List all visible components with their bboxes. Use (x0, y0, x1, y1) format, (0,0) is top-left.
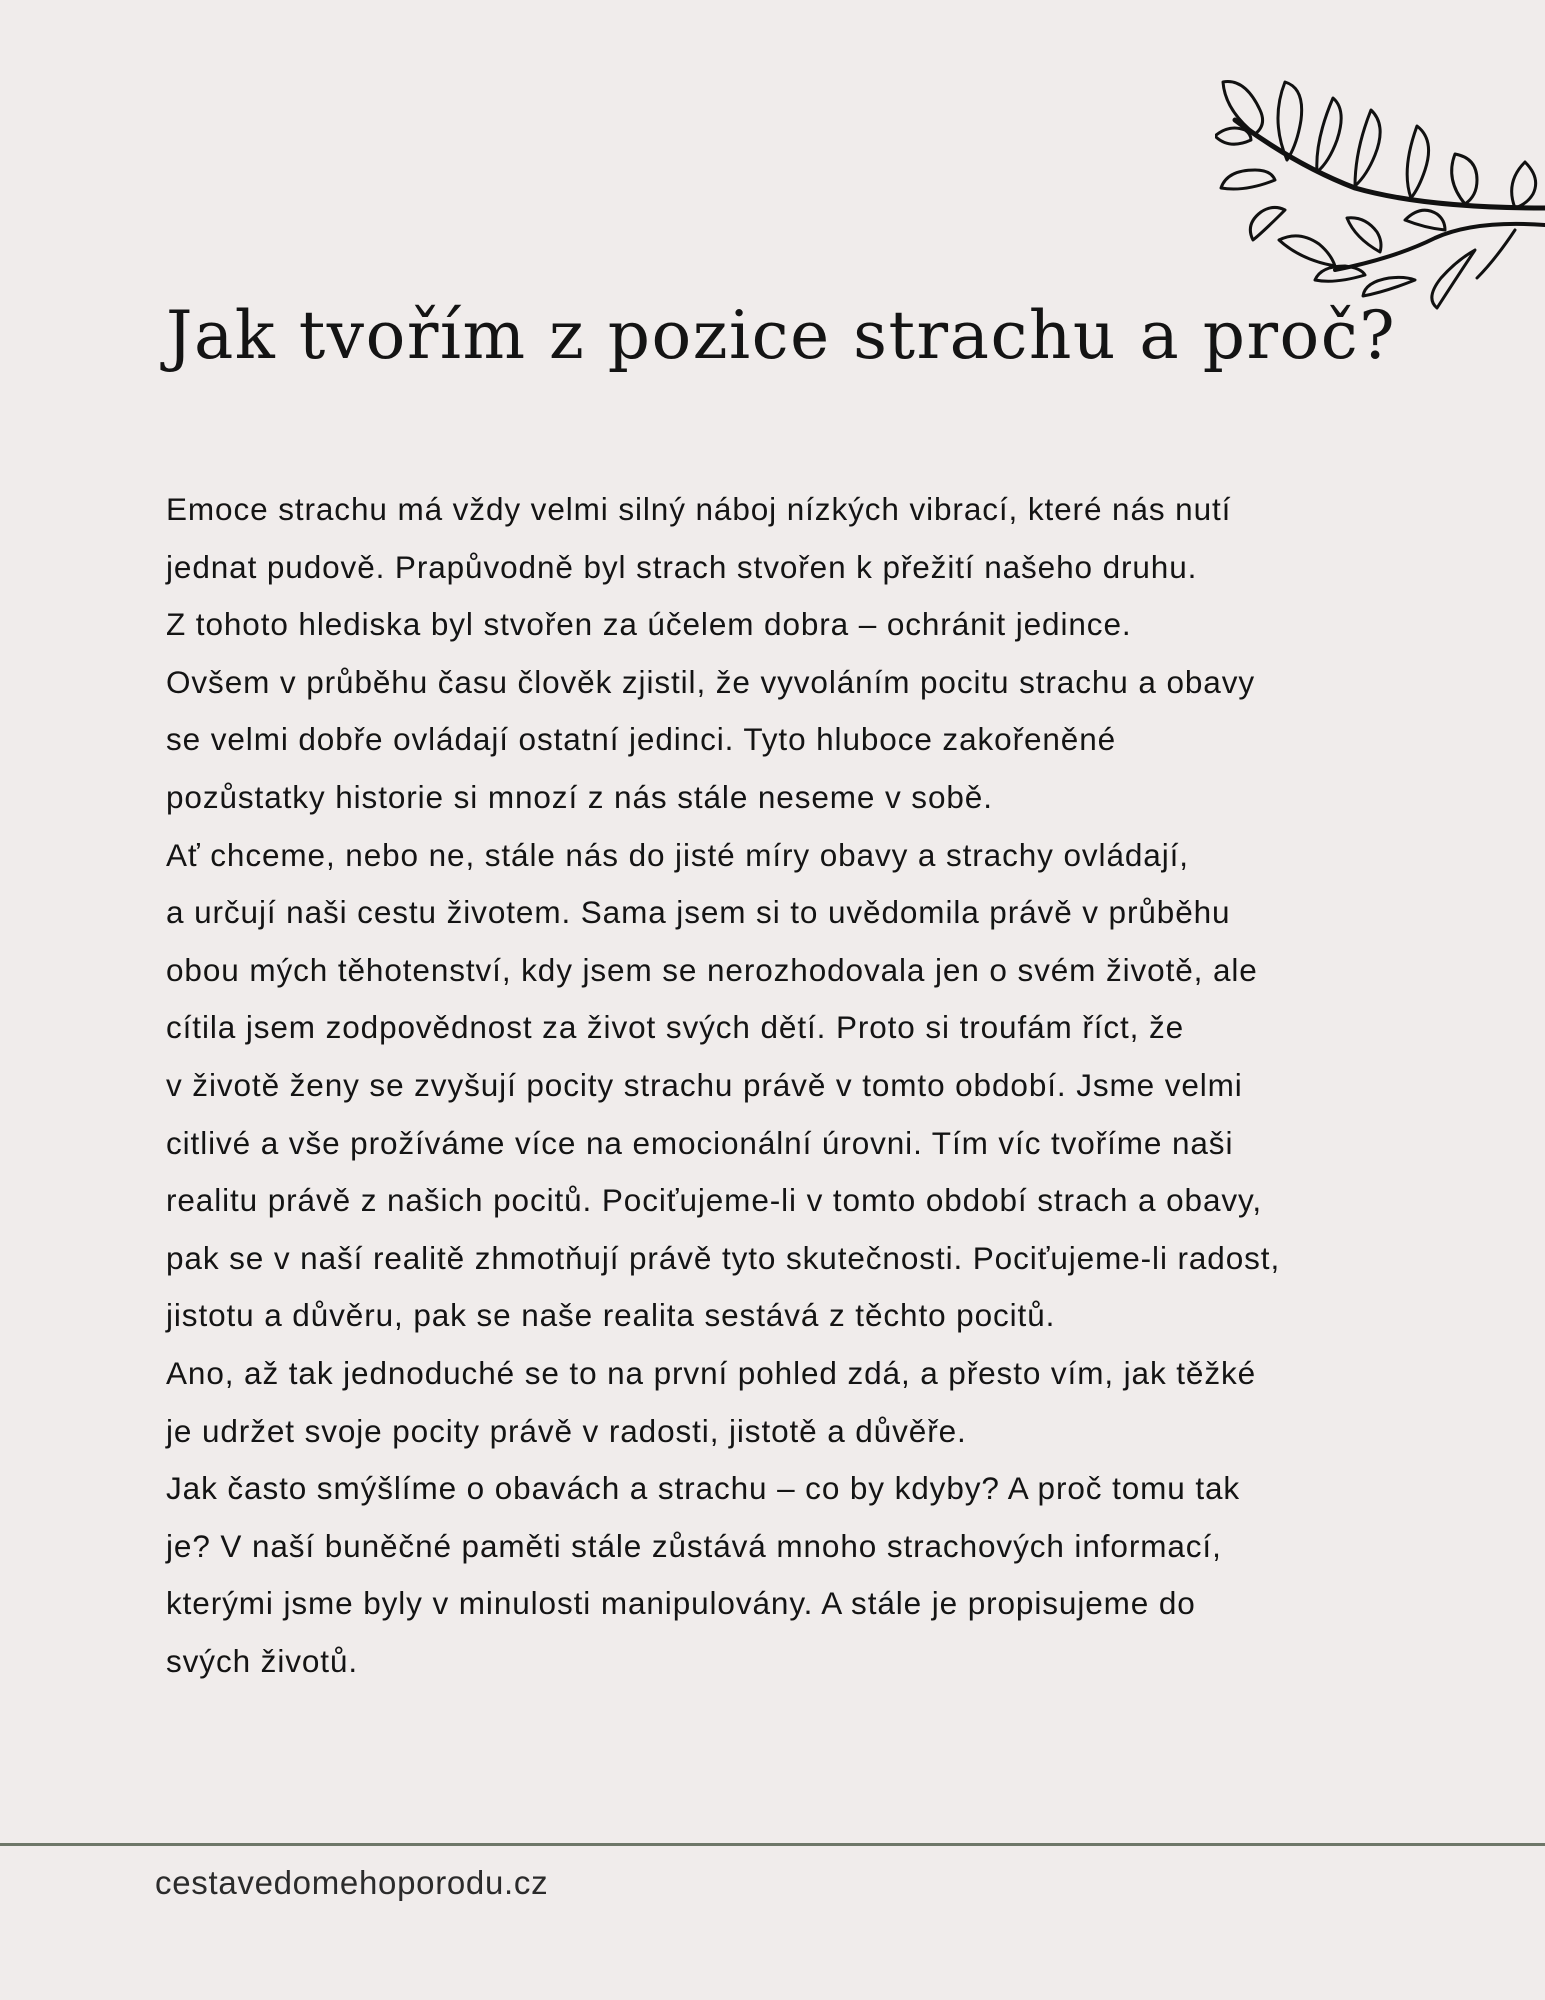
body-line: Jak často smýšlíme o obavách a strachu – co by kdyby? A proč tomu tak (166, 1470, 1241, 1507)
body-line: obou mých těhotenství, kdy jsem se nerozhodovala jen o svém životě, ale (166, 951, 1258, 988)
body-line: je udržet svoje pocity právě v radosti, jistotě a důvěře. (166, 1412, 967, 1449)
body-text (166, 481, 1426, 1690)
body-line: a určují naši cestu životem. Sama jsem si to uvědomila právě v průběhu (166, 894, 1231, 931)
body-line: pak se v naší realitě zhmotňují právě tyto skutečnosti. Pociťujeme-li radost, (166, 1239, 1281, 1276)
body-line: jistotu a důvěru, pak se naše realita sestává z těchto pocitů. (166, 1297, 1056, 1334)
body-line: cítila jsem zodpovědnost za život svých dětí. Proto si troufám říct, že (166, 1009, 1185, 1046)
body-line: v životě ženy se zvyšují pocity strachu právě v tomto období. Jsme velmi (166, 1066, 1243, 1103)
body-line: jednat pudově. Prapůvodně byl strach stvořen k přežití našeho druhu. (166, 548, 1198, 585)
body-line: Ovšem v průběhu času člověk zjistil, že vyvoláním pocitu strachu a obavy (166, 663, 1255, 700)
body-line: Ano, až tak jednoduché se to na první pohled zdá, a přesto vím, jak těžké (166, 1354, 1257, 1391)
body-line: svých životů. (166, 1642, 359, 1679)
body-line: Z tohoto hlediska byl stvořen za účelem dobra – ochránit jedince. (166, 606, 1132, 643)
body-line: realitu právě z našich pocitů. Pociťujeme-li v tomto období strach a obavy, (166, 1182, 1262, 1219)
body-line: se velmi dobře ovládají ostatní jedinci. Tyto hluboce zakořeněné (166, 721, 1117, 758)
footer-divider (0, 1843, 1545, 1846)
body-line: kterými jsme byly v minulosti manipulovány. A stále je propisujeme do (166, 1585, 1196, 1622)
body-line: Emoce strachu má vždy velmi silný náboj nízkých vibrací, které nás nutí (166, 491, 1232, 527)
body-line: je? V naší buněčné paměti stále zůstává mnoho strachových informací, (166, 1527, 1222, 1564)
leafy-branch-icon (1215, 70, 1545, 320)
page-title: Jak tvořím z pozice strachu a proč? (166, 297, 1397, 374)
body-line: pozůstatky historie si mnozí z nás stále neseme v sobě. (166, 778, 993, 815)
body-line: Ať chceme, nebo ne, stále nás do jisté míry obavy a strachy ovládají, (166, 836, 1189, 873)
footer-website-url[interactable]: cestavedomehoporodu.cz (155, 1864, 549, 1901)
body-line: citlivé a vše prožíváme více na emocionální úrovni. Tím víc tvoříme naši (166, 1124, 1234, 1161)
